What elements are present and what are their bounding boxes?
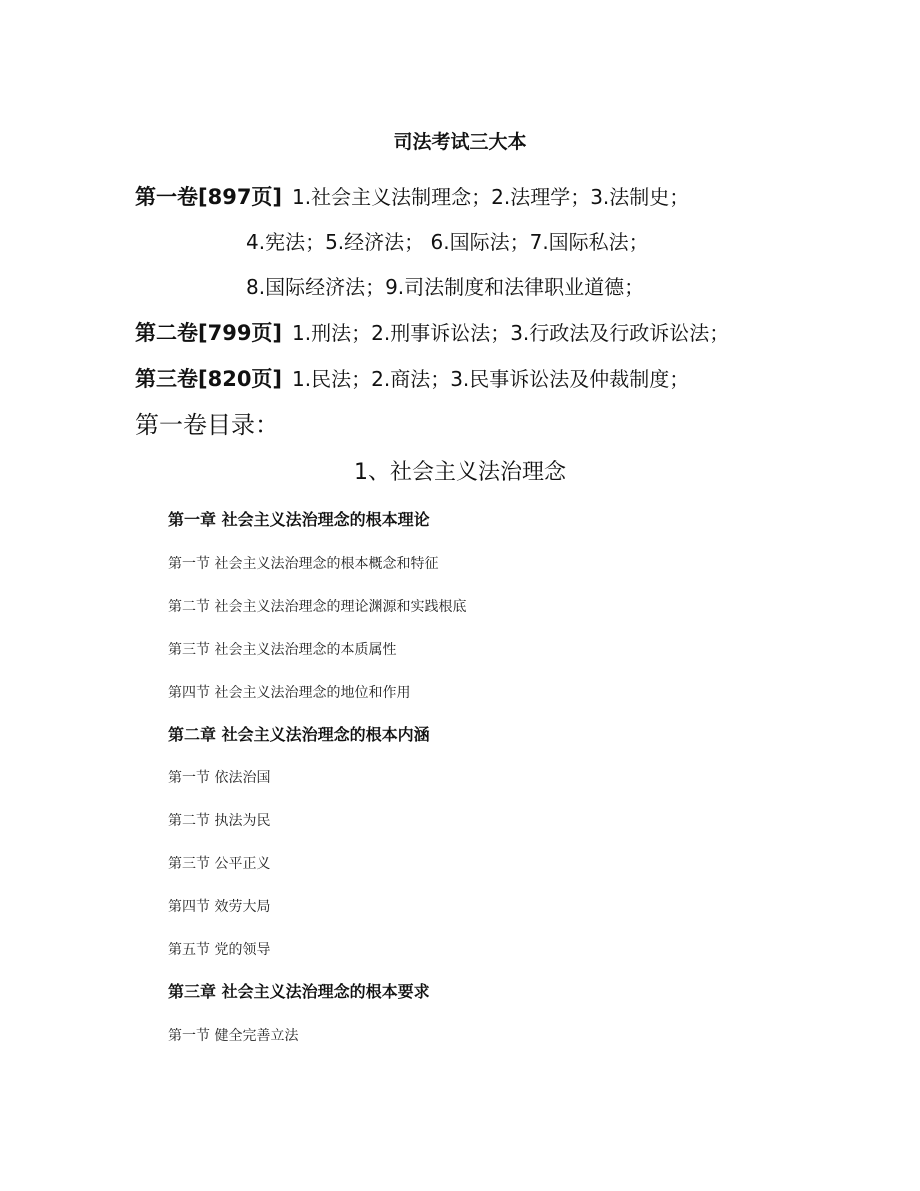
- chapter-2-section-3: 第三节 公平正义: [168, 856, 271, 872]
- chapter-3-section-1: 第一节 健全完善立法: [168, 1028, 299, 1044]
- chapter-1-section-4: 第四节 社会主义法治理念的地位和作用: [168, 685, 411, 701]
- volume-1-label: 第一卷[897页]: [135, 185, 283, 209]
- toc-heading: 第一卷目录：: [135, 411, 279, 439]
- chapter-2-section-4: 第四节 效劳大局: [168, 899, 271, 915]
- chapter-1-section-3: 第三节 社会主义法治理念的本质属性: [168, 642, 397, 658]
- volume-1-row: [135, 182, 689, 212]
- chapter-2-section-2: 第二节 执法为民: [168, 813, 271, 829]
- volume-3-line-1: 1.民法；2.商法；3.民事诉讼法及仲裁制度；: [292, 367, 690, 391]
- volume-2-label: 第二卷[799页]: [135, 321, 283, 345]
- volume-1-line-1: 1.社会主义法制理念；2.法理学；3.法制史；: [292, 185, 690, 209]
- chapter-2-section-5: 第五节 党的领导: [168, 942, 271, 958]
- chapter-2-title: 第二章 社会主义法治理念的根本内涵: [168, 725, 430, 744]
- chapter-1-title: 第一章 社会主义法治理念的根本理论: [168, 510, 430, 529]
- volume-2-line-1: 1.刑法；2.刑事诉讼法；3.行政法及行政诉讼法；: [292, 321, 730, 345]
- document-title: 司法考试三大本: [393, 131, 527, 153]
- chapter-2-section-1: 第一节 依法治国: [168, 770, 271, 786]
- subject-title: 1、社会主义法治理念: [354, 460, 566, 485]
- chapter-3-title: 第三章 社会主义法治理念的根本要求: [168, 982, 430, 1001]
- volume-2-row: [135, 318, 729, 348]
- chapter-1-section-2: 第二节 社会主义法治理念的理论渊源和实践根底: [168, 599, 467, 615]
- volume-3-label: 第三卷[820页]: [135, 367, 283, 391]
- volume-1-line-2: 4.宪法；5.经济法； 6.国际法；7.国际私法；: [246, 230, 649, 254]
- chapter-1-section-1: 第一节 社会主义法治理念的根本概念和特征: [168, 556, 439, 572]
- volume-1-line-3: 8.国际经济法；9.司法制度和法律职业道德；: [246, 275, 645, 299]
- volume-3-row: [135, 364, 689, 394]
